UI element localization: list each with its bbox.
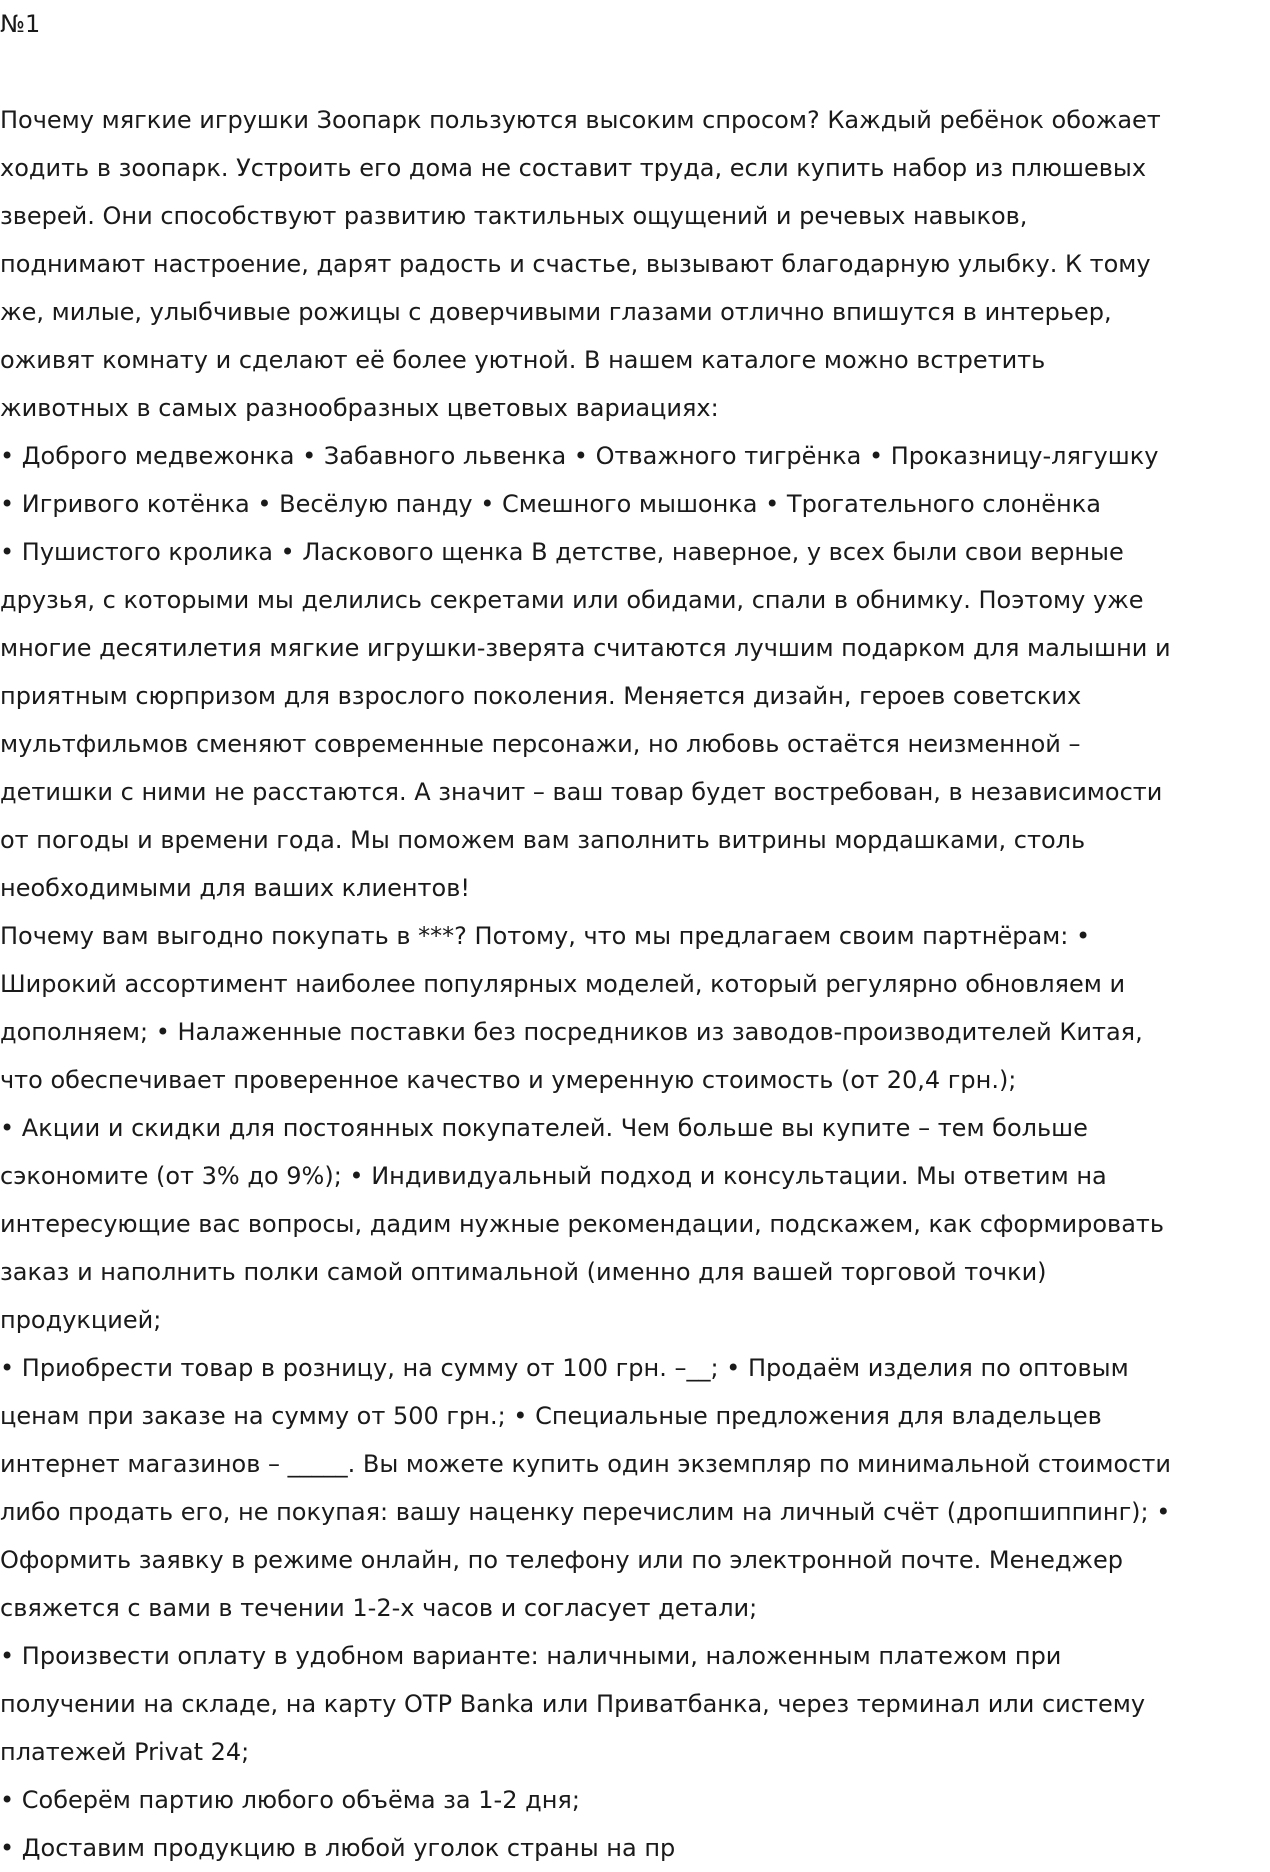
text-line: продукцией;: [0, 1306, 162, 1334]
text-line: ценам при заказе на сумму от 500 грн.; • Специальные предложения для владельцев: [0, 1402, 1102, 1430]
text-line: • Соберём партию любого объёма за 1-2 дня;: [0, 1786, 580, 1814]
text-line: сэкономите (от 3% до 9%); • Индивидуальный подход и консультации. Мы ответим на: [0, 1162, 1107, 1190]
text-line: животных в самых разнообразных цветовых вариациях:: [0, 394, 719, 422]
text-line: ходить в зоопарк. Устроить его дома не составит труда, если купить набор из плюшевых: [0, 154, 1147, 182]
text-line: заказ и наполнить полки самой оптимальной (именно для вашей торговой точки): [0, 1258, 1047, 1286]
text-line: • Акции и скидки для постоянных покупателей. Чем больше вы купите – тем больше: [0, 1114, 1088, 1142]
text-line: Почему вам выгодно покупать в ***? Потому, что мы предлагаем своим партнёрам: •: [0, 922, 1091, 950]
text-line: многие десятилетия мягкие игрушки-зверята считаются лучшим подарком для малышни и: [0, 634, 1171, 662]
text-line: • Пушистого кролика • Ласкового щенка В детстве, наверное, у всех были свои верные: [0, 538, 1124, 566]
text-line: свяжется с вами в течении 1-2-х часов и согласует детали;: [0, 1594, 758, 1622]
text-line: получении на складе, на карту OTP Banka или Приватбанка, через терминал или систему: [0, 1690, 1146, 1718]
text-line: от погоды и времени года. Мы поможем вам заполнить витрины мордашками, столь: [0, 826, 1086, 854]
text-line: что обеспечивает проверенное качество и умеренную стоимость (от 20,4 грн.);: [0, 1066, 1017, 1094]
text-line: • Доброго медвежонка • Забавного львенка • Отважного тигрёнка • Проказницу-лягушку: [0, 442, 1159, 470]
text-line: мультфильмов сменяют современные персонажи, но любовь остаётся неизменной –: [0, 730, 1081, 758]
text-line: необходимыми для ваших клиентов!: [0, 874, 470, 902]
text-line: поднимают настроение, дарят радость и счастье, вызывают благодарную улыбку. К тому: [0, 250, 1151, 278]
text-line: • Приобрести товар в розницу, на сумму от 100 грн. –__; • Продаём изделия по оптовым: [0, 1354, 1129, 1382]
text-line: Почему мягкие игрушки Зоопарк пользуются высоким спросом? Каждый ребёнок обожает: [0, 106, 1161, 134]
document-text: [0, 96, 1270, 1872]
text-line: • Доставим продукцию в любой уголок страны на пр: [0, 1834, 676, 1862]
text-line: интернет магазинов – _____. Вы можете купить один экземпляр по минимальной стоимости: [0, 1450, 1171, 1478]
document-number: №1: [0, 10, 41, 38]
text-line: либо продать его, не покупая: вашу наценку перечислим на личный счёт (дропшиппинг); •: [0, 1498, 1171, 1526]
text-line: интересующие вас вопросы, дадим нужные рекомендации, подскажем, как сформировать: [0, 1210, 1165, 1238]
text-line: • Игривого котёнка • Весёлую панду • Смешного мышонка • Трогательного слонёнка: [0, 490, 1101, 518]
text-line: оживят комнату и сделают её более уютной. В нашем каталоге можно встретить: [0, 346, 1046, 374]
text-line: приятным сюрпризом для взрослого поколения. Меняется дизайн, героев советских: [0, 682, 1082, 710]
text-line: Широкий ассортимент наиболее популярных моделей, который регулярно обновляем и: [0, 970, 1126, 998]
text-line: же, милые, улыбчивые рожицы с доверчивыми глазами отлично впишутся в интерьер,: [0, 298, 1112, 326]
text-line: детишки с ними не расстаются. А значит – ваш товар будет востребован, в независимости: [0, 778, 1163, 806]
text-line: зверей. Они способствуют развитию тактильных ощущений и речевых навыков,: [0, 202, 1028, 230]
text-line: дополняем; • Налаженные поставки без посредников из заводов-производителей Китая,: [0, 1018, 1143, 1046]
text-line: друзья, с которыми мы делились секретами или обидами, спали в обнимку. Поэтому уже: [0, 586, 1144, 614]
text-line: • Произвести оплату в удобном варианте: наличными, наложенным платежом при: [0, 1642, 1062, 1670]
text-line: платежей Privat 24;: [0, 1738, 250, 1766]
text-line: Оформить заявку в режиме онлайн, по телефону или по электронной почте. Менеджер: [0, 1546, 1124, 1574]
